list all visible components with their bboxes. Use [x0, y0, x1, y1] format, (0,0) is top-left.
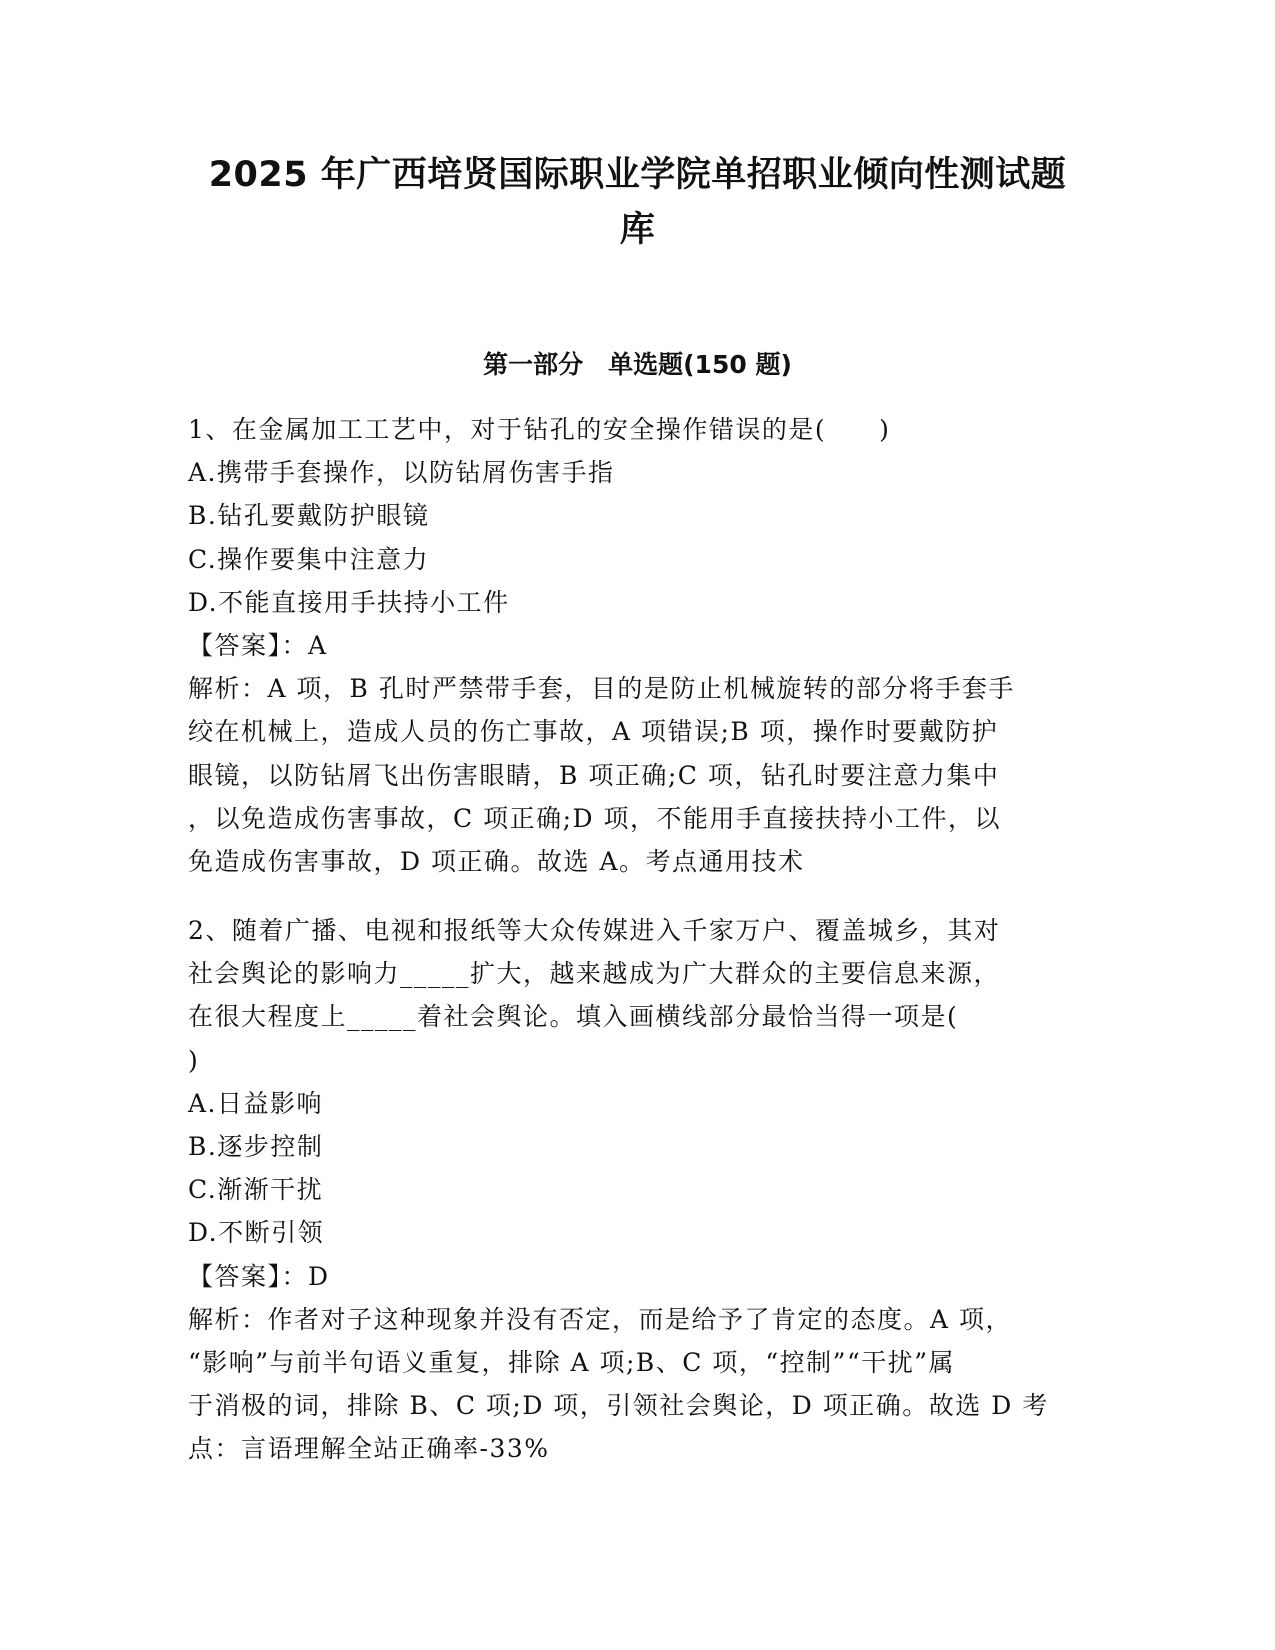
option-b: B.逐步控制: [188, 1131, 324, 1161]
analysis-line: 解析：A 项，B 孔时严禁带手套，目的是防止机械旋转的部分将手套手: [188, 674, 1015, 704]
question-1: [188, 408, 1083, 883]
option-c: C.操作要集中注意力: [188, 544, 430, 574]
option-c: C.渐渐干扰: [188, 1175, 324, 1205]
question-stem: 2、随着广播、电视和报纸等大众传媒进入千家万户、覆盖城乡，其对: [188, 916, 1001, 945]
option-b: B.钻孔要戴防护眼镜: [188, 501, 430, 531]
question-stem: 在很大程度上_____着社会舆论。填入画横线部分最恰当得一项是(: [188, 1002, 959, 1032]
question-2: [188, 909, 1083, 1470]
title-line-2: 库: [619, 210, 656, 250]
question-stem: 1、在金属加工工艺中，对于钻孔的安全操作错误的是( ): [188, 415, 891, 444]
answer-line: 【答案】：A: [188, 630, 328, 660]
option-d: D.不能直接用手扶持小工件: [188, 587, 510, 617]
section-heading: 第一部分 单选题(150 题): [483, 350, 792, 379]
analysis-line: 解析：作者对子这种现象并没有否定，而是给予了肯定的态度。A 项，: [188, 1304, 1013, 1334]
analysis-line: 于消极的词，排除 B、C 项;D 项，引领社会舆论，D 项正确。故选 D 考: [188, 1391, 1049, 1421]
title-line-1: 2025 年广西培贤国际职业学院单招职业倾向性测试题: [208, 155, 1067, 195]
option-a: A.携带手套操作，以防钻屑伤害手指: [188, 458, 615, 488]
question-stem: ): [188, 1045, 200, 1075]
analysis-line: 绞在机械上，造成人员的伤亡事故，A 项错误;B 项，操作时要戴防护: [188, 717, 999, 747]
analysis-line: 免造成伤害事故，D 项正确。故选 A。考点通用技术: [188, 846, 805, 876]
answer-line: 【答案】：D: [188, 1261, 330, 1291]
document-title: [150, 148, 1125, 258]
analysis-line: “影响”与前半句语义重复，排除 A 项;B、C 项，“控制”“干扰”属: [188, 1347, 956, 1377]
question-stem: 社会舆论的影响力_____扩大，越来越成为广大群众的主要信息来源，: [188, 959, 1001, 989]
analysis-line: 眼镜，以防钻屑飞出伤害眼睛，B 项正确;C 项，钻孔时要注意力集中: [188, 760, 1000, 790]
analysis-line: 点：言语理解全站正确率-33%: [188, 1434, 550, 1464]
option-a: A.日益影响: [188, 1088, 324, 1118]
option-d: D.不断引领: [188, 1218, 325, 1248]
analysis-line: ，以免造成伤害事故，C 项正确;D 项，不能用手直接扶持小工件，以: [188, 803, 1001, 833]
